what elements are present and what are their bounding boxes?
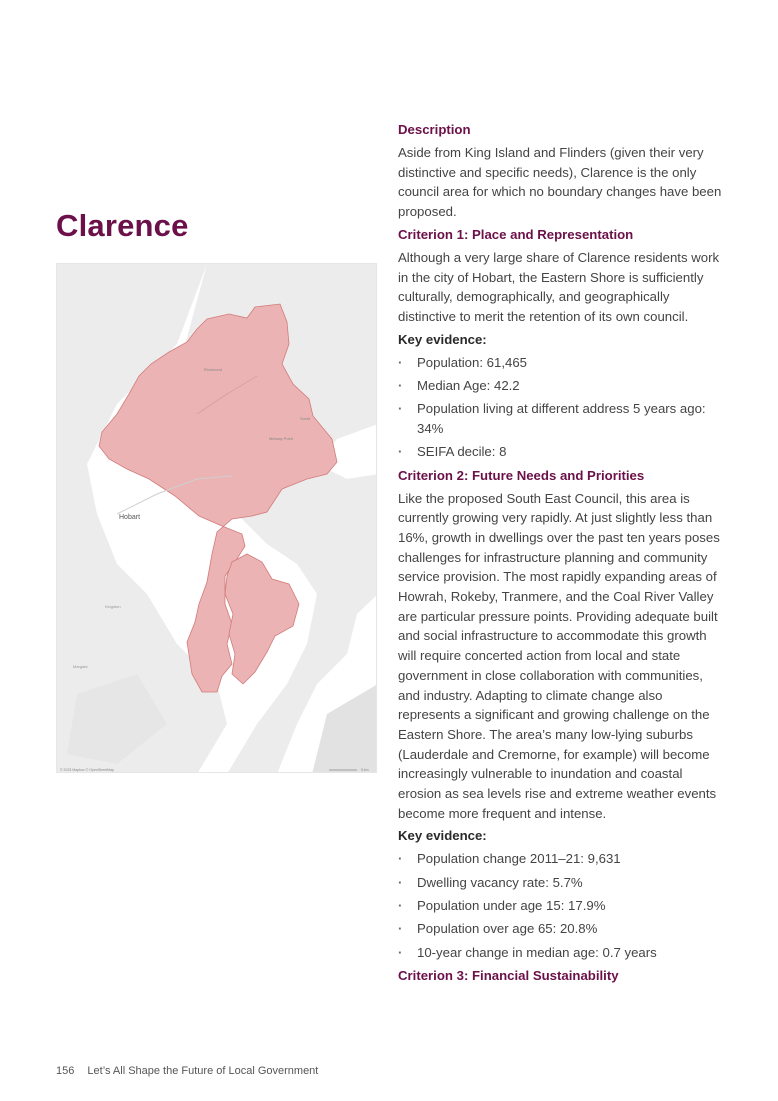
clarence-map xyxy=(56,263,377,773)
map-graphic xyxy=(57,264,377,773)
evidence-item: · Population under age 15: 17.9% xyxy=(398,896,728,916)
description-text: Aside from King Island and Flinders (given their very distinctive and specific needs), Clarence is the only council area for which no boundary changes have been proposed. xyxy=(398,145,722,220)
page-footer xyxy=(56,1065,318,1077)
map-label-sorell: Sorell xyxy=(300,416,311,421)
page-number: 156 xyxy=(56,1065,75,1077)
criterion2-heading: Criterion 2: Future Needs and Priorities xyxy=(398,467,645,483)
criterion2-text: Like the proposed South East Council, this area is currently growing very rapidly. At just slightly less than 16%, growth in dwellings over the past ten years poses challenges for infrastructure planning and community service provision. The most rapidly expanding areas of Howrah, Rokeby, Tranmere, and the Coal River Valley are particular pressure points. Providing adequate built and social infrastructure to accommodate this growth will require concerted action from local and state government in close collaboration with communities, and industry. Adapting to climate change also represents a significant and growing challenge on the Eastern Shore. The area’s many low-lying suburbs (Lauderdale and Cremorne, for example) will become increasingly vulnerable to inundation and coastal erosion as sea levels rise and extreme weather events become more frequent and intense. xyxy=(398,490,720,821)
criterion1-heading: Criterion 1: Place and Representation xyxy=(398,226,634,242)
evidence-item: · Population over age 65: 20.8% xyxy=(398,919,728,939)
criterion3-heading: Criterion 3: Financial Sustainability xyxy=(398,967,619,983)
map-attribution: © 2023 Mapbox © OpenStreetMap xyxy=(60,768,114,772)
criterion1-key-evidence-label: Key evidence: xyxy=(398,331,487,347)
evidence-item: · 10-year change in median age: 0.7 years xyxy=(398,943,728,963)
map-label-richmond: Richmond xyxy=(204,367,223,372)
map-label-kingston: Kingston xyxy=(105,604,121,609)
evidence-item: · Population change 2011–21: 9,631 xyxy=(398,849,728,869)
evidence-item: · Population: 61,465 xyxy=(398,353,728,373)
footer-text: Let’s All Shape the Future of Local Government xyxy=(87,1065,319,1077)
map-scale-label: 5 km xyxy=(361,768,369,772)
map-label-margate: Margate xyxy=(73,664,88,669)
page-title: Clarence xyxy=(56,208,189,243)
map-label-hobart: Hobart xyxy=(119,514,141,521)
evidence-item: · Median Age: 42.2 xyxy=(398,376,728,396)
evidence-item: · Population living at different address 5 years ago: 34% xyxy=(398,399,728,438)
criterion2-key-evidence-label: Key evidence: xyxy=(398,828,487,844)
criterion1-evidence-list xyxy=(398,353,728,462)
evidence-item: · Dwelling vacancy rate: 5.7% xyxy=(398,873,728,893)
description-heading: Description xyxy=(398,122,471,137)
map-label-midway-point: Midway Point xyxy=(269,436,293,441)
criterion1-text: Although a very large share of Clarence residents work in the city of Hobart, the Eastern Shore is sufficiently culturally, demographically, and geographically distinctive to merit the retention of its own council. xyxy=(398,249,720,324)
criterion2-evidence-list xyxy=(398,849,728,962)
evidence-item: · SEIFA decile: 8 xyxy=(398,442,728,462)
content-column xyxy=(398,119,728,989)
